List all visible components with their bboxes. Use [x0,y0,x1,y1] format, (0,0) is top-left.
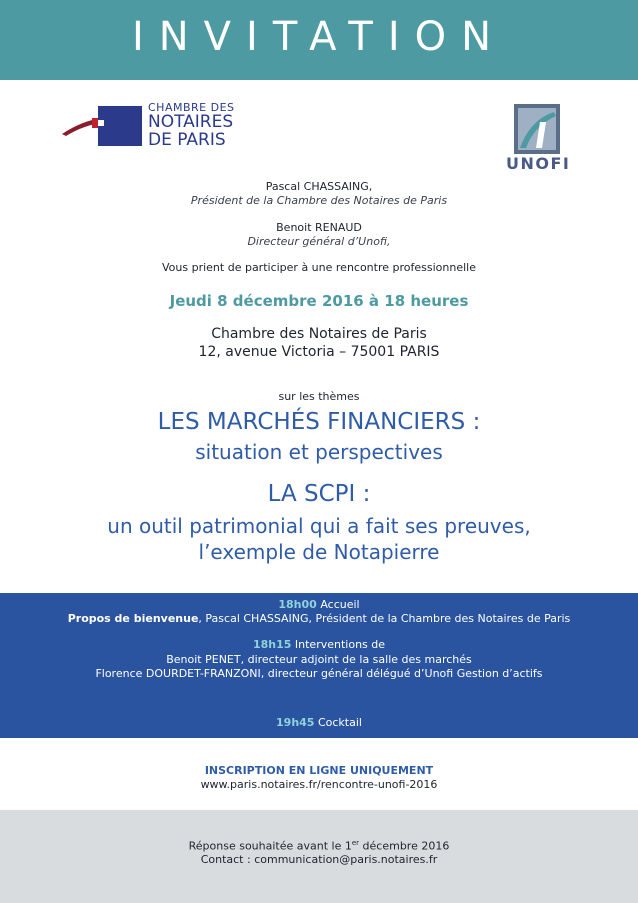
logo-line-1: CHAMBRE DES [148,101,235,114]
programme-item-accueil [0,598,638,612]
welcome-title: Propos de bienvenue [67,612,199,625]
themes-intro: sur les thèmes [278,390,360,403]
host-2-role: Directeur général d’Unofi, [247,235,391,248]
page-title: INVITATION [131,14,507,60]
logo-line-2: NOTAIRES [148,112,234,132]
theme-2-line-2: l’exemple de Notapierre [198,540,440,564]
registration-title: INSCRIPTION EN LIGNE UNIQUEMENT [204,764,434,777]
theme-1-subtitle: situation et perspectives [195,440,443,464]
programme-item-cocktail [0,716,638,730]
unofi-logo-icon [510,102,566,156]
speaker-2: Florence DOURDET-FRANZONI, directeur général délégué d’Unofi Gestion d’actifs [95,667,543,680]
speaker-1: Benoit PENET, directeur adjoint de la salle des marchés [166,653,472,666]
programme-welcome [0,612,638,626]
contact-email[interactable]: Contact : communication@paris.notaires.fr [200,853,438,866]
reply-deadline [0,839,638,853]
unofi-wordmark: UNOFI [506,154,571,173]
welcome-detail: , Pascal CHASSAING, Président de la Chambre des Notaires de Paris [198,612,571,625]
programme-time: 18h00 [278,598,317,611]
programme-time: 19h45 [276,716,315,729]
theme-2-title: LA SCPI : [267,481,371,507]
host-1-name: Pascal CHASSAING, [265,180,373,193]
event-date: Jeudi 8 décembre 2016 à 18 heures [169,292,469,310]
programme-item-interventions [0,638,638,652]
invite-text: Vous prient de participer à une rencontre professionnelle [162,261,476,274]
programme-label: Interventions de [291,638,386,651]
reply-superscript: er [351,839,360,847]
logo-line-3: DE PARIS [148,130,226,150]
host-2-name: Benoit RENAUD [276,221,362,234]
theme-2-line-1: un outil patrimonial qui a fait ses preuves, [107,514,531,538]
reply-text-end: décembre 2016 [359,839,450,853]
reply-text-start: Réponse souhaitée avant le 1 [188,839,352,853]
registration-link[interactable]: www.paris.notaires.fr/rencontre-unofi-2016 [200,778,438,791]
programme-time: 18h15 [252,638,292,651]
theme-1-title: LES MARCHÉS FINANCIERS : [157,409,481,435]
programme-label: Accueil [316,598,360,611]
programme-label: Cocktail [314,716,362,729]
chambre-notaires-wordmark [148,102,235,149]
header-band [0,0,638,80]
event-address: 12, avenue Victoria – 75001 PARIS [198,344,440,360]
host-1-role: Président de la Chambre des Notaires de Paris [190,194,448,207]
event-venue: Chambre des Notaires de Paris [211,326,427,342]
